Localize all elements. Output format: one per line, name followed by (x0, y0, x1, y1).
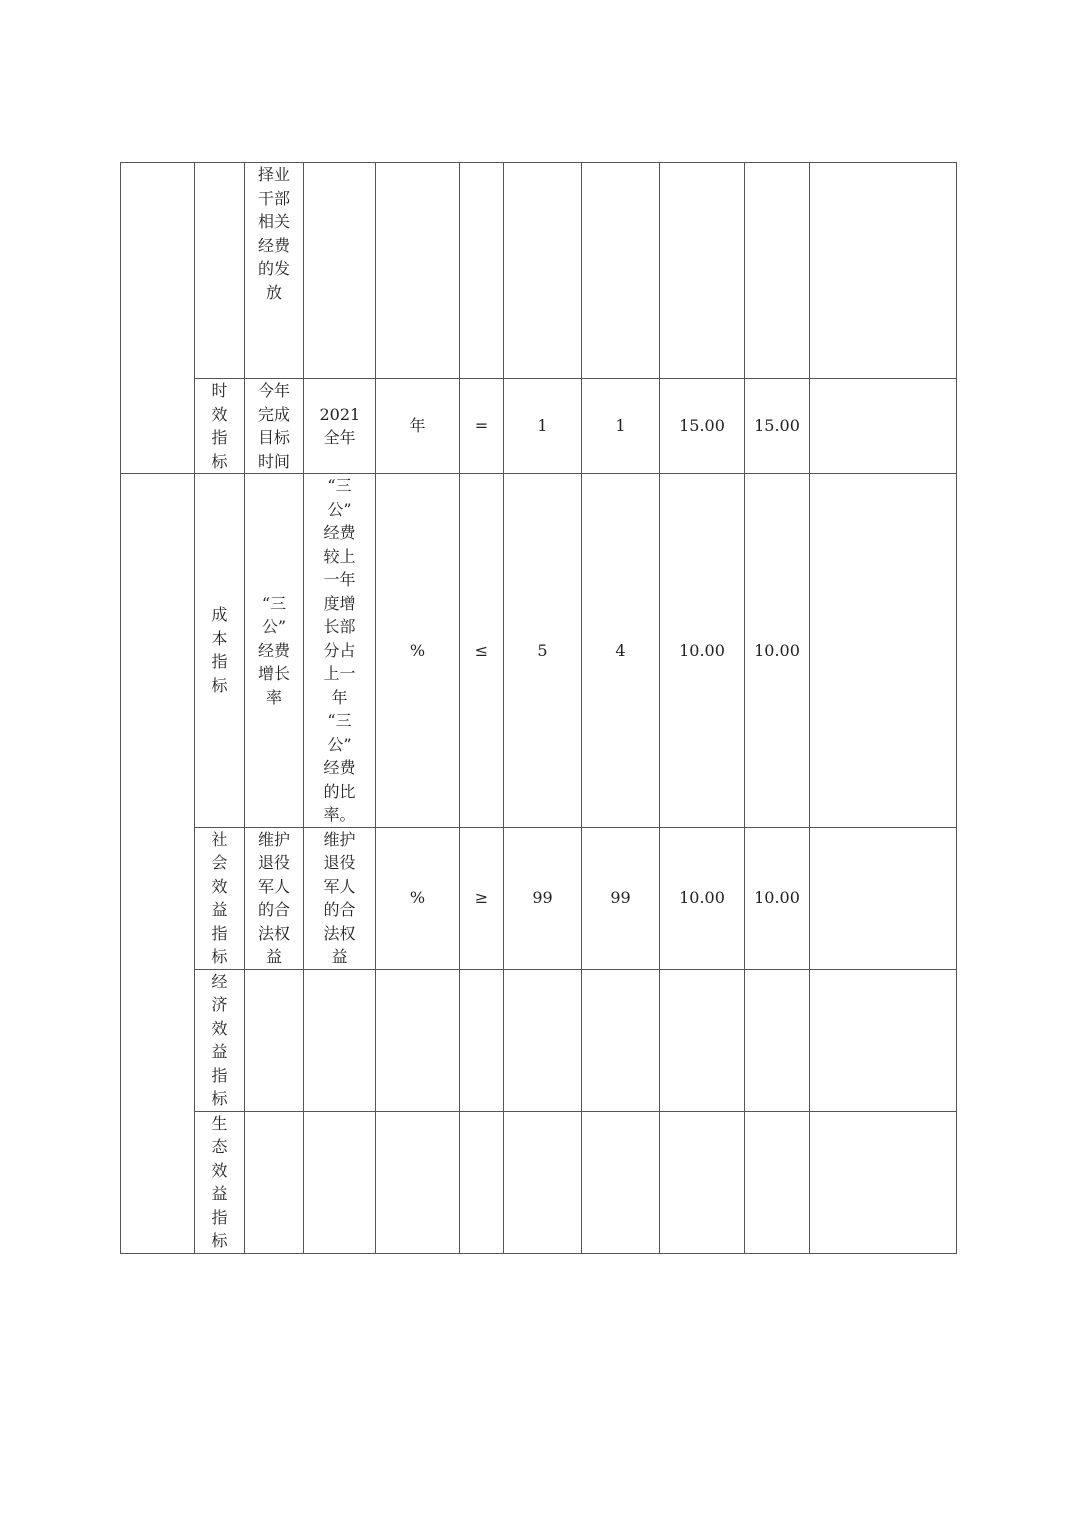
operator-label: = (474, 416, 489, 436)
first-level-cell (121, 379, 195, 474)
score-cell (745, 1111, 810, 1253)
unit-cell (376, 1111, 460, 1253)
note-cell (810, 163, 957, 379)
category-label: 时 效 指 标 (211, 381, 228, 471)
score-value: 15.00 (754, 416, 800, 436)
operator-cell (460, 379, 504, 474)
unit-cell (376, 969, 460, 1111)
second-level-cell (195, 163, 245, 379)
operator-label: ≥ (474, 888, 489, 908)
operator-cell (460, 474, 504, 828)
unit-label: % (409, 640, 426, 660)
indicator-label: 今年 完成 目标 时间 (257, 381, 290, 471)
indicator-label: 维护 退役 军人 的合 法权 益 (257, 829, 290, 966)
score-cell (745, 969, 810, 1111)
weight-cell (660, 969, 745, 1111)
note-cell (810, 379, 957, 474)
operator-label: ≤ (474, 640, 489, 660)
actual-cell (582, 1111, 660, 1253)
category-label: 生 态 效 益 指 标 (211, 1113, 228, 1250)
indicator-label: “三 公” 经费 增长 率 (257, 593, 290, 707)
weight-cell (660, 379, 745, 474)
second-level-cell (195, 1111, 245, 1253)
category-label: 社 会 效 益 指 标 (211, 829, 228, 966)
indicator-cell (245, 969, 304, 1111)
weight-value: 10.00 (679, 640, 725, 660)
first-level-cell (121, 163, 195, 379)
value-desc-cell (304, 827, 376, 969)
score-cell (745, 827, 810, 969)
first-level-cell (121, 1111, 195, 1253)
first-level-cell (121, 969, 195, 1111)
actual-value: 4 (615, 640, 626, 660)
actual-cell (582, 474, 660, 828)
first-level-cell (121, 827, 195, 969)
indicator-label: 择业 干部 相关 经费 的发 放 (257, 165, 290, 302)
score-cell (745, 163, 810, 379)
score-cell (745, 474, 810, 828)
unit-label: % (409, 888, 426, 908)
weight-value: 15.00 (679, 416, 725, 436)
second-level-cell (195, 379, 245, 474)
value-desc-cell (304, 474, 376, 828)
second-level-cell (195, 827, 245, 969)
value-desc-label: “三 公” 经费 较上 一年 度增 长部 分占 上一 年 “三 公” 经费 的比 率。 (323, 476, 356, 824)
category-label: 经 济 效 益 指 标 (211, 971, 228, 1108)
target-cell (504, 969, 582, 1111)
value-desc-cell (304, 969, 376, 1111)
target-cell (504, 474, 582, 828)
target-cell (504, 379, 582, 474)
indicator-cell (245, 379, 304, 474)
actual-value: 99 (610, 888, 631, 908)
value-desc-cell (304, 163, 376, 379)
second-level-cell (195, 969, 245, 1111)
target-cell (504, 1111, 582, 1253)
target-value: 99 (532, 888, 553, 908)
note-cell (810, 474, 957, 828)
actual-value: 1 (615, 416, 626, 436)
target-cell (504, 163, 582, 379)
target-cell (504, 827, 582, 969)
unit-cell (376, 379, 460, 474)
table-row (121, 1111, 957, 1253)
operator-cell (460, 827, 504, 969)
target-value: 5 (537, 640, 548, 660)
score-value: 10.00 (754, 888, 800, 908)
note-cell (810, 827, 957, 969)
score-value: 10.00 (754, 640, 800, 660)
value-desc-label: 维护 退役 军人 的合 法权 益 (323, 829, 356, 966)
table-row (121, 969, 957, 1111)
second-level-cell (195, 474, 245, 828)
actual-cell (582, 969, 660, 1111)
operator-cell (460, 969, 504, 1111)
weight-cell (660, 1111, 745, 1253)
score-cell (745, 379, 810, 474)
indicator-cell (245, 1111, 304, 1253)
category-label: 成 本 指 标 (211, 605, 228, 695)
note-cell (810, 1111, 957, 1253)
operator-cell (460, 163, 504, 379)
unit-label: 年 (409, 416, 426, 436)
actual-cell (582, 163, 660, 379)
indicator-cell (245, 827, 304, 969)
weight-cell (660, 827, 745, 969)
weight-value: 10.00 (679, 888, 725, 908)
indicator-cell (245, 474, 304, 828)
unit-cell (376, 827, 460, 969)
value-desc-label: 2021 全年 (319, 404, 361, 447)
note-cell (810, 969, 957, 1111)
actual-cell (582, 379, 660, 474)
performance-indicator-table (120, 162, 957, 1254)
unit-cell (376, 163, 460, 379)
weight-cell (660, 163, 745, 379)
table-row (121, 474, 957, 828)
table-row (121, 163, 957, 379)
value-desc-cell (304, 379, 376, 474)
table-row (121, 827, 957, 969)
actual-cell (582, 827, 660, 969)
operator-cell (460, 1111, 504, 1253)
first-level-cell (121, 474, 195, 828)
unit-cell (376, 474, 460, 828)
target-value: 1 (537, 416, 548, 436)
table-row (121, 379, 957, 474)
weight-cell (660, 474, 745, 828)
value-desc-cell (304, 1111, 376, 1253)
indicator-cell (245, 163, 304, 379)
